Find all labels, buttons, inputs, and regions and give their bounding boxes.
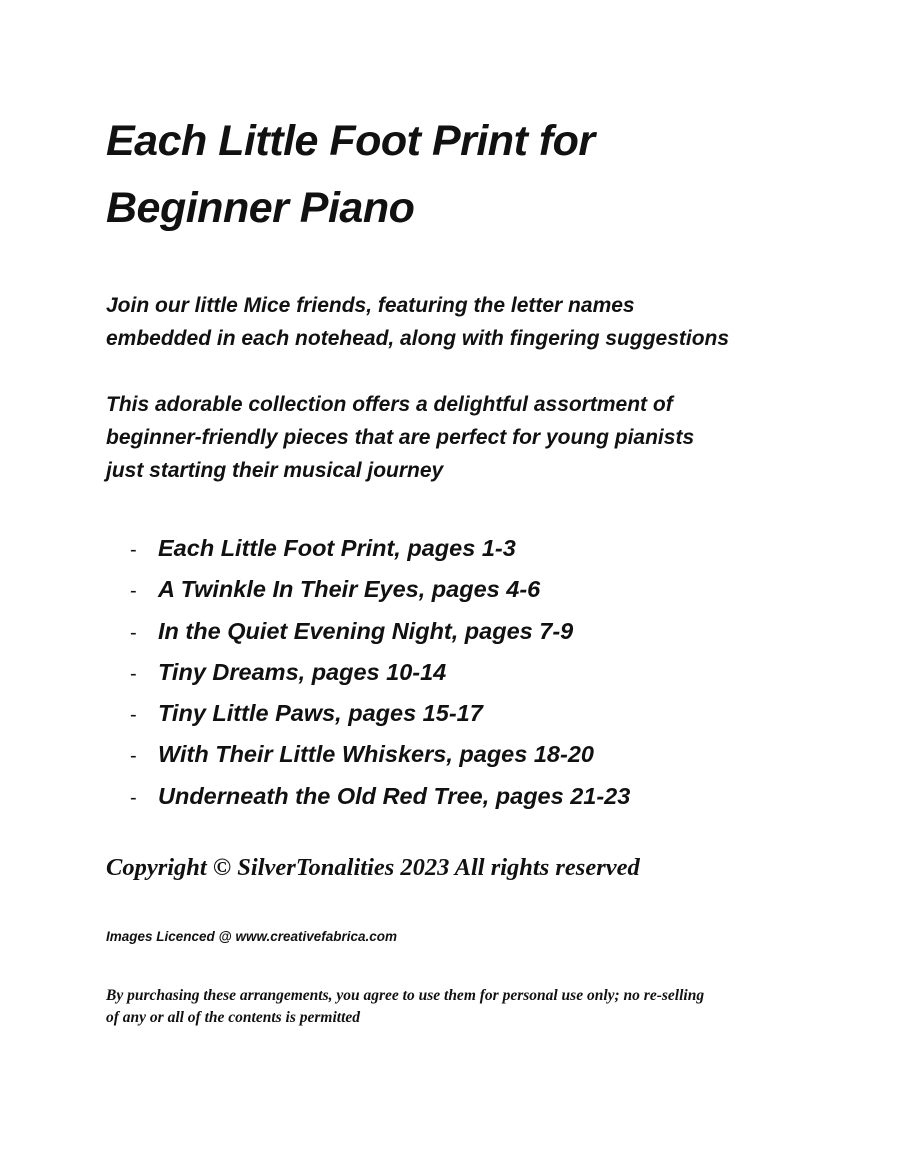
song-list-item <box>130 571 630 612</box>
song-list-item <box>130 778 630 819</box>
bullet-dash: - <box>130 662 137 685</box>
song-title: With Their Little Whiskers, pages 18-20 <box>158 741 594 768</box>
intro-paragraph-2 <box>106 388 846 487</box>
bullet-dash: - <box>130 704 137 727</box>
bullet-dash: - <box>130 580 137 603</box>
bullet-dash: - <box>130 745 137 768</box>
song-title: Tiny Dreams, pages 10-14 <box>158 658 447 685</box>
bullet-dash: - <box>130 621 137 644</box>
bullet-dash: - <box>130 786 137 809</box>
intro-line: This adorable collection offers a delightful assortment of <box>106 393 673 416</box>
title-line-2: Beginner Piano <box>106 184 415 232</box>
song-list-item <box>130 695 630 736</box>
intro-line: beginner-friendly pieces that are perfect for young pianists <box>106 426 695 449</box>
copyright-notice: Copyright © SilverTonalities 2023 All rights reserved <box>106 854 640 881</box>
usage-disclaimer <box>106 985 806 1029</box>
intro-line: just starting their musical journey <box>106 459 444 482</box>
song-title: Each Little Foot Print, pages 1-3 <box>158 535 516 561</box>
song-list <box>130 530 630 819</box>
disclaimer-line: By purchasing these arrangements, you agree to use them for personal use only; no re-selling <box>106 987 705 1004</box>
bullet-dash: - <box>130 539 137 561</box>
song-title: Tiny Little Paws, pages 15-17 <box>158 700 483 727</box>
song-list-item <box>130 736 630 777</box>
intro-paragraph-1 <box>106 289 846 355</box>
song-list-item <box>130 530 630 571</box>
disclaimer-line: of any or all of the contents is permitted <box>106 1009 361 1026</box>
song-title: Underneath the Old Red Tree, pages 21-23 <box>158 782 631 809</box>
song-list-item <box>130 654 630 695</box>
song-list-item <box>130 613 630 654</box>
song-title: In the Quiet Evening Night, pages 7-9 <box>158 617 574 644</box>
intro-line: embedded in each notehead, along with fingering suggestions <box>106 327 730 350</box>
image-licence-note: Images Licenced @ www.creativefabrica.com <box>106 929 398 944</box>
song-title: A Twinkle In Their Eyes, pages 4-6 <box>158 576 541 603</box>
intro-line: Join our little Mice friends, featuring the letter names <box>106 294 635 317</box>
title-line-1: Each Little Foot Print for <box>106 117 595 165</box>
page-title <box>106 108 826 242</box>
